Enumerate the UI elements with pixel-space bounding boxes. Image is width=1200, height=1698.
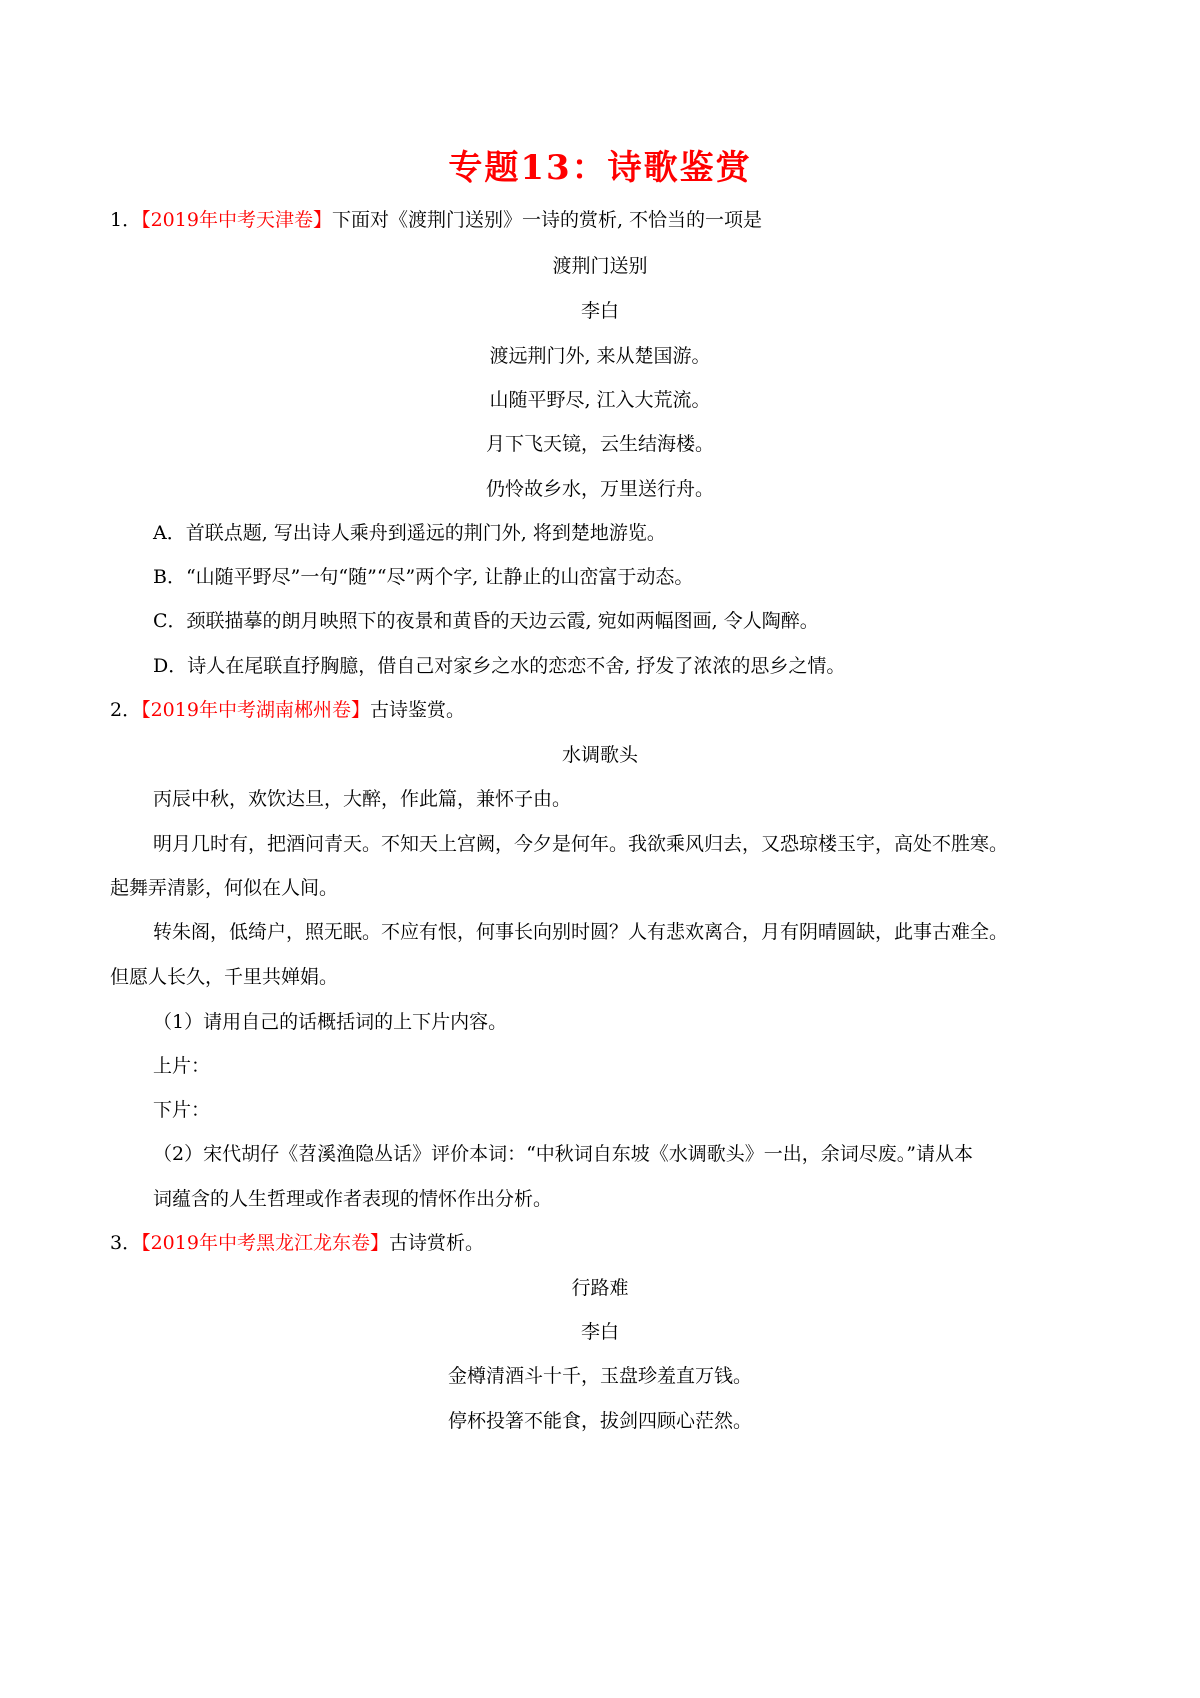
question-number: 3．	[110, 1232, 142, 1254]
poem-preface: 丙辰中秋，欢饮达旦，大醉，作此篇，兼怀子由。	[153, 788, 572, 810]
poem-line: 山随平野尽, 江入大荒流。	[489, 389, 711, 411]
question-1-header	[110, 206, 762, 234]
poem-paragraph-2-cont: 但愿人长久，千里共婵娟。	[110, 966, 339, 988]
poem-title: 渡荆门送别	[552, 255, 648, 277]
answer-lower-label: 下片：	[153, 1099, 211, 1121]
poem-line: 金樽清酒斗十千，玉盘珍羞直万钱。	[447, 1365, 752, 1387]
option-a: A．首联点题, 写出诗人乘舟到遥远的荆门外, 将到楚地游览。	[153, 522, 666, 544]
poem-line: 仍怜故乡水，万里送行舟。	[485, 478, 714, 500]
poem-line: 月下飞天镜，云生结海楼。	[485, 433, 714, 455]
question-2-header	[110, 696, 465, 724]
answer-upper-label: 上片：	[153, 1055, 211, 1077]
poem-line: 渡远荆门外, 来从楚国游。	[489, 345, 711, 367]
poem-paragraph-1-cont: 起舞弄清影，何似在人间。	[110, 877, 339, 899]
question-prompt: 古诗赏析。	[388, 1232, 484, 1254]
poem-line: 停杯投箸不能食，拔剑四顾心茫然。	[447, 1410, 752, 1432]
option-c: C．颈联描摹的朗月映照下的夜景和黄昏的天边云霞, 宛如两幅图画, 令人陶醉。	[153, 610, 819, 632]
question-number: 2．	[110, 699, 142, 721]
sub-question-1: （1）请用自己的话概括词的上下片内容。	[153, 1011, 508, 1033]
option-d: D．诗人在尾联直抒胸臆，借自己对家乡之水的恋恋不舍, 抒发了浓浓的思乡之情。	[153, 655, 846, 677]
question-3-header	[110, 1229, 484, 1257]
poem-title: 水调歌头	[561, 744, 638, 766]
sub-question-2-cont: 词蕴含的人生哲理或作者表现的情怀作出分析。	[153, 1188, 553, 1210]
poem-author: 李白	[580, 1321, 619, 1343]
poem-paragraph-1: 明月几时有，把酒问青天。不知天上宫阙，今夕是何年。我欲乘风归去，又恐琼楼玉宇，高处不胜寒。	[153, 833, 1009, 855]
question-prompt: 下面对《渡荆门送别》一诗的赏析, 不恰当的一项是	[331, 209, 763, 231]
question-source: 【2019年中考黑龙江龙东卷】	[141, 1232, 389, 1254]
poem-author: 李白	[580, 300, 619, 322]
question-source: 【2019年中考天津卷】	[141, 209, 332, 231]
page-title: 专题13：诗歌鉴赏	[448, 148, 752, 188]
option-b: B．“山随平野尽”一句“随”“尽”两个字, 让静止的山峦富于动态。	[153, 566, 694, 588]
question-source: 【2019年中考湖南郴州卷】	[141, 699, 370, 721]
sub-question-2: （2）宋代胡仔《苕溪渔隐丛话》评价本词：“中秋词自东坡《水调歌头》一出，余词尽废。”请从本	[153, 1143, 974, 1165]
question-number: 1．	[110, 209, 142, 231]
question-prompt: 古诗鉴赏。	[369, 699, 465, 721]
poem-paragraph-2: 转朱阁，低绮户，照无眠。不应有恨，何事长向别时圆？人有悲欢离合，月有阴晴圆缺，此事古难全。	[153, 921, 1009, 943]
poem-title: 行路难	[571, 1277, 629, 1299]
